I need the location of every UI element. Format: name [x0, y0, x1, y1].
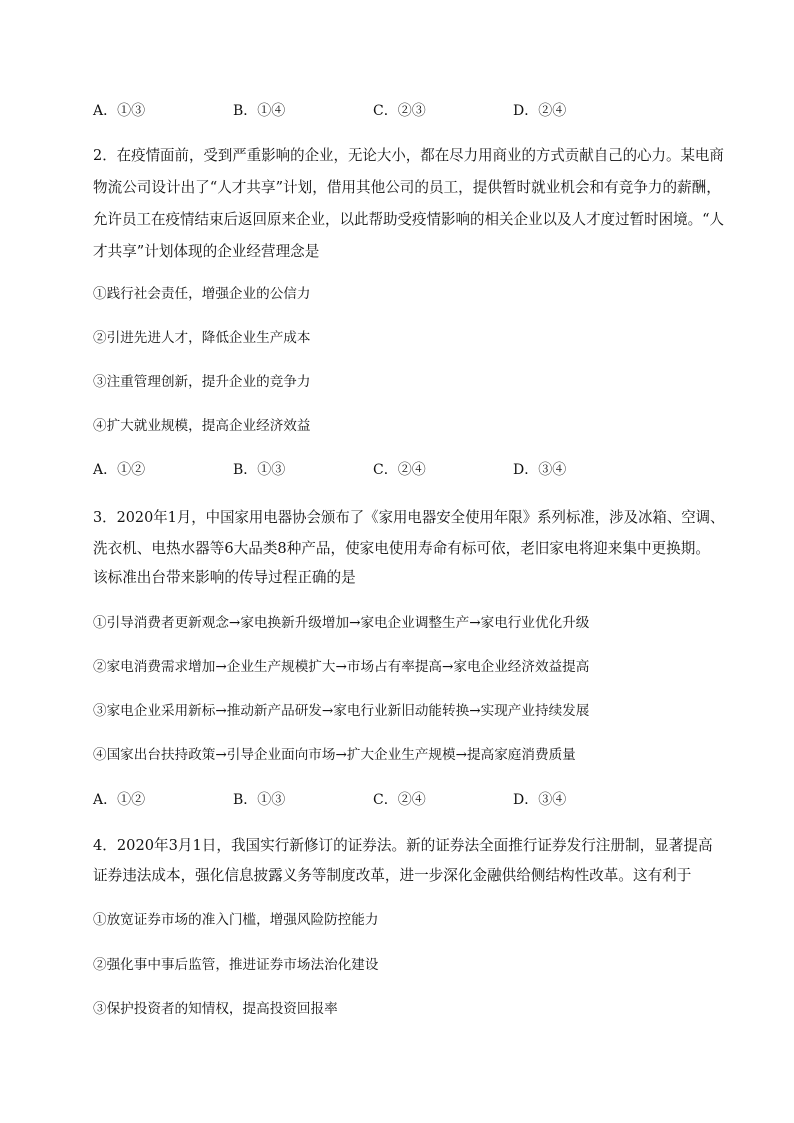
q2-option-2: ②引进先进人才，降低企业生产成本 — [93, 330, 311, 346]
q1-choices — [93, 101, 713, 121]
q2-stem-line-4: 才共享”计划体现的企业经营理念是 — [93, 243, 320, 260]
q3-stem-line-1: 3．2020年1月，中国家用电器协会颁布了《家用电器安全使用年限》系列标准，涉及冰箱、空调、 — [93, 509, 725, 526]
q2-stem-line-3: 允许员工在疫情结束后返回原来企业，以此帮助受疫情影响的相关企业以及人才度过暂时困境。“人 — [93, 211, 724, 228]
q3-choice-a: A．①② — [93, 792, 146, 808]
q2-option-4: ④扩大就业规模，提高企业经济效益 — [93, 418, 311, 434]
q1-choice-d: D．②④ — [513, 103, 567, 119]
q2-stem-line-1: 2．在疫情面前，受到严重影响的企业，无论大小，都在尽力用商业的方式贡献自己的心力。某电商 — [93, 147, 724, 164]
q4-stem-line-1: 4．2020年3月1日，我国实行新修订的证券法。新的证券法全面推行证券发行注册制，显著提高 — [93, 837, 713, 854]
q2-choice-b: B．①③ — [233, 462, 286, 478]
q2-option-3: ③注重管理创新，提升企业的竞争力 — [93, 374, 311, 390]
q2-choices — [93, 460, 713, 480]
q1-choice-b: B．①④ — [233, 103, 286, 119]
q1-choice-a: A．①③ — [93, 103, 146, 119]
q3-option-1: ①引导消费者更新观念→家电换新升级增加→家电企业调整生产→家电行业优化升级 — [93, 615, 590, 631]
q3-stem-line-2: 洗衣机、电热水器等6大品类8种产品，使家电使用寿命有标可依，老旧家电将迎来集中更换期。 — [93, 540, 710, 557]
q2-choice-c: C．②④ — [373, 462, 426, 478]
q4-option-1: ①放宽证券市场的准入门槛，增强风险防控能力 — [93, 912, 379, 928]
q3-option-3: ③家电企业采用新标→推动新产品研发→家电行业新旧动能转换→实现产业持续发展 — [93, 703, 590, 719]
q2-choice-d: D．③④ — [513, 462, 567, 478]
q3-option-2: ②家电消费需求增加→企业生产规模扩大→市场占有率提高→家电企业经济效益提高 — [93, 659, 590, 675]
q3-choices — [93, 790, 713, 810]
q4-option-3: ③保护投资者的知情权，提高投资回报率 — [93, 1001, 338, 1017]
q3-choice-c: C．②④ — [373, 792, 426, 808]
q3-stem-line-3: 该标准出台带来影响的传导过程正确的是 — [93, 569, 356, 586]
q3-choice-b: B．①③ — [233, 792, 286, 808]
q2-option-1: ①践行社会责任，增强企业的公信力 — [93, 286, 311, 302]
q4-stem-line-2: 证券违法成本，强化信息披露义务等制度改革，进一步深化金融供给侧结构性改革。这有利于 — [93, 867, 692, 884]
q2-stem-line-2: 物流公司设计出了“人才共享”计划，借用其他公司的员工，提供暂时就业机会和有竞争力的薪酬， — [93, 179, 721, 196]
q1-choice-c: C．②③ — [373, 103, 426, 119]
q2-choice-a: A．①② — [93, 462, 146, 478]
q3-choice-d: D．③④ — [513, 792, 567, 808]
q3-option-4: ④国家出台扶持政策→引导企业面向市场→扩大企业生产规模→提高家庭消费质量 — [93, 747, 576, 763]
q4-option-2: ②强化事中事后监管，推进证券市场法治化建设 — [93, 957, 379, 973]
